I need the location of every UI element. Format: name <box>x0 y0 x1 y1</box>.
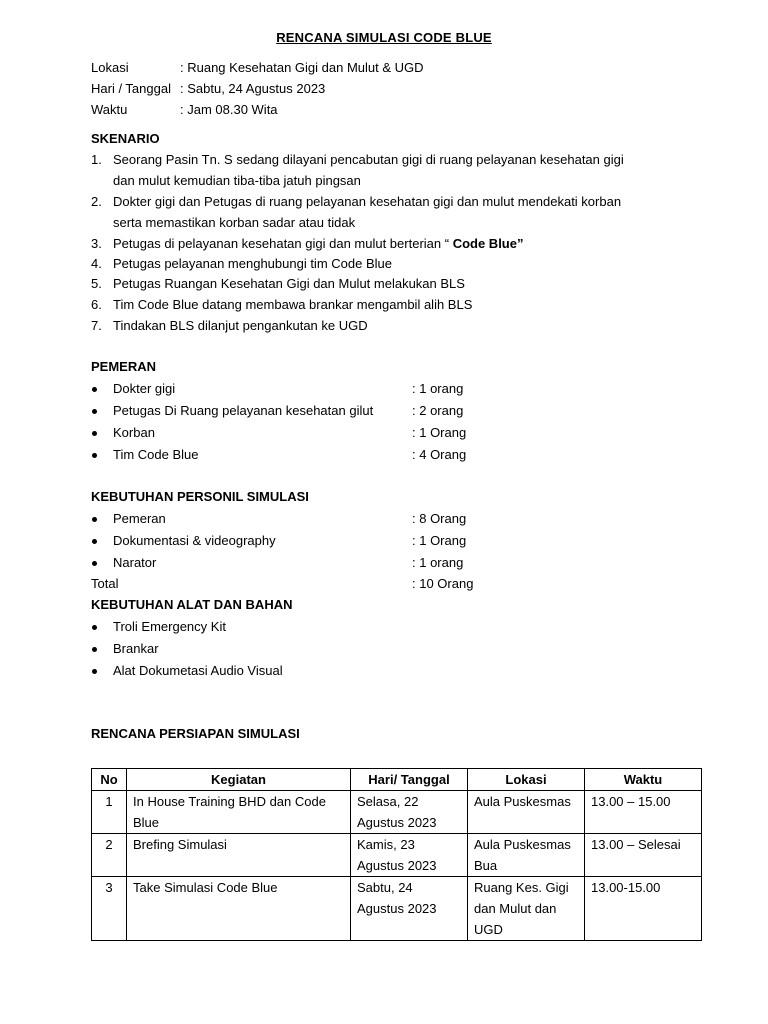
pemeran-label-2: Petugas Di Ruang pelayanan kesehatan gilut <box>113 403 374 418</box>
alat-item-1: Troli Emergency Kit <box>113 619 226 634</box>
skenario-item-5: Petugas Ruangan Kesehatan Gigi dan Mulut melakukan BLS <box>113 276 465 291</box>
bullet-icon <box>92 625 97 630</box>
column-header-kegiatan: Kegiatan <box>127 769 351 791</box>
bullet-icon <box>92 561 97 566</box>
bullet-icon <box>92 517 97 522</box>
cell-line: Ruang Kes. Gigi <box>474 880 569 895</box>
cell-lokasi <box>468 791 585 834</box>
skenario-item-2-line1: Dokter gigi dan Petugas di ruang pelayanan kesehatan gigi dan mulut mendekati korban <box>113 194 622 209</box>
bullet-icon <box>92 453 97 458</box>
cell-tanggal <box>351 791 468 834</box>
table-row <box>92 834 702 877</box>
personil-value-3: : 1 orang <box>412 555 464 570</box>
skenario-item-1-line2: dan mulut kemudian tiba-tiba jatuh pingsan <box>113 173 361 188</box>
cell-waktu: 13.00 – Selesai <box>585 834 702 877</box>
skenario-item-6: Tim Code Blue datang membawa brankar mengambil alih BLS <box>113 297 473 312</box>
cell-lokasi <box>468 834 585 877</box>
skenario-num-2: 2. <box>91 194 102 209</box>
pemeran-label-3: Korban <box>113 425 155 440</box>
skenario-item-3-bold: Code Blue” <box>452 236 524 251</box>
skenario-num-7: 7. <box>91 318 102 333</box>
cell-line: UGD <box>474 922 503 937</box>
schedule-table <box>91 768 702 941</box>
alat-heading: KEBUTUHAN ALAT DAN BAHAN <box>91 597 293 612</box>
cell-waktu: 13.00-15.00 <box>585 877 702 941</box>
skenario-num-6: 6. <box>91 297 102 312</box>
cell-line: Selasa, 22 <box>357 794 419 809</box>
info-value-waktu: : Jam 08.30 Wita <box>180 102 278 117</box>
cell-line: Sabtu, 24 <box>357 880 413 895</box>
cell-tanggal <box>351 834 468 877</box>
skenario-item-4: Petugas pelayanan menghubungi tim Code Blue <box>113 256 392 271</box>
skenario-item-2-line2: serta memastikan korban sadar atau tidak <box>113 215 356 230</box>
bullet-icon <box>92 669 97 674</box>
pemeran-value-2: : 2 orang <box>412 403 464 418</box>
personil-label-2: Dokumentasi & videography <box>113 533 276 548</box>
info-label-tanggal: Hari / Tanggal <box>91 81 171 96</box>
cell-no: 2 <box>92 834 127 877</box>
cell-kegiatan <box>127 791 351 834</box>
persiapan-heading: RENCANA PERSIAPAN SIMULASI <box>91 726 300 741</box>
cell-lokasi <box>468 877 585 941</box>
cell-line: Brefing Simulasi <box>133 837 227 852</box>
bullet-icon <box>92 387 97 392</box>
personil-value-1: : 8 Orang <box>412 511 467 526</box>
alat-item-2: Brankar <box>113 641 159 656</box>
pemeran-label-1: Dokter gigi <box>113 381 176 396</box>
skenario-heading: SKENARIO <box>91 131 160 146</box>
pemeran-heading: PEMERAN <box>91 359 157 374</box>
cell-kegiatan <box>127 834 351 877</box>
bullet-icon <box>92 409 97 414</box>
column-header-lokasi: Lokasi <box>468 769 585 791</box>
pemeran-value-1: : 1 orang <box>412 381 464 396</box>
cell-line: Kamis, 23 <box>357 837 415 852</box>
info-label-lokasi: Lokasi <box>91 60 129 75</box>
table-row <box>92 877 702 941</box>
info-value-tanggal: : Sabtu, 24 Agustus 2023 <box>180 81 326 96</box>
column-header-tanggal: Hari/ Tanggal <box>351 769 468 791</box>
cell-line: In House Training BHD dan Code <box>133 794 326 809</box>
bullet-icon <box>92 539 97 544</box>
personil-total-value: : 10 Orang <box>412 576 474 591</box>
cell-tanggal <box>351 877 468 941</box>
cell-line: Agustus 2023 <box>357 815 437 830</box>
cell-line: Aula Puskesmas <box>474 837 571 852</box>
cell-waktu: 13.00 – 15.00 <box>585 791 702 834</box>
cell-line: Blue <box>133 815 160 830</box>
skenario-num-1: 1. <box>91 152 102 167</box>
table-header-row <box>92 769 702 791</box>
personil-value-2: : 1 Orang <box>412 533 467 548</box>
info-value-lokasi: : Ruang Kesehatan Gigi dan Mulut & UGD <box>180 60 424 75</box>
cell-kegiatan <box>127 877 351 941</box>
skenario-item-3-text: Petugas di pelayanan kesehatan gigi dan mulut berterian “ <box>113 236 450 251</box>
personil-label-3: Narator <box>113 555 157 570</box>
bullet-icon <box>92 647 97 652</box>
column-header-no: No <box>92 769 127 791</box>
cell-line: Take Simulasi Code Blue <box>133 880 278 895</box>
skenario-item-7: Tindakan BLS dilanjut pengankutan ke UGD <box>113 318 368 333</box>
cell-line: Agustus 2023 <box>357 901 437 916</box>
column-header-waktu: Waktu <box>585 769 702 791</box>
table-row <box>92 791 702 834</box>
cell-no: 3 <box>92 877 127 941</box>
pemeran-value-4: : 4 Orang <box>412 447 467 462</box>
skenario-num-3: 3. <box>91 236 102 251</box>
skenario-num-4: 4. <box>91 256 102 271</box>
alat-item-3: Alat Dokumetasi Audio Visual <box>113 663 283 678</box>
skenario-num-5: 5. <box>91 276 102 291</box>
cell-line: dan Mulut dan <box>474 901 557 916</box>
personil-total-label: Total <box>91 576 119 591</box>
skenario-item-1-line1: Seorang Pasin Tn. S sedang dilayani pencabutan gigi di ruang pelayanan kesehatan gigi <box>113 152 624 167</box>
cell-line: Bua <box>474 858 498 873</box>
personil-label-1: Pemeran <box>113 511 166 526</box>
personil-heading: KEBUTUHAN PERSONIL SIMULASI <box>91 489 309 504</box>
cell-line: Aula Puskesmas <box>474 794 571 809</box>
info-label-waktu: Waktu <box>91 102 128 117</box>
bullet-icon <box>92 431 97 436</box>
document-title: RENCANA SIMULASI CODE BLUE <box>276 30 492 45</box>
pemeran-label-4: Tim Code Blue <box>113 447 199 462</box>
skenario-item-3 <box>113 236 523 252</box>
pemeran-value-3: : 1 Orang <box>412 425 467 440</box>
cell-no: 1 <box>92 791 127 834</box>
cell-line: Agustus 2023 <box>357 858 437 873</box>
